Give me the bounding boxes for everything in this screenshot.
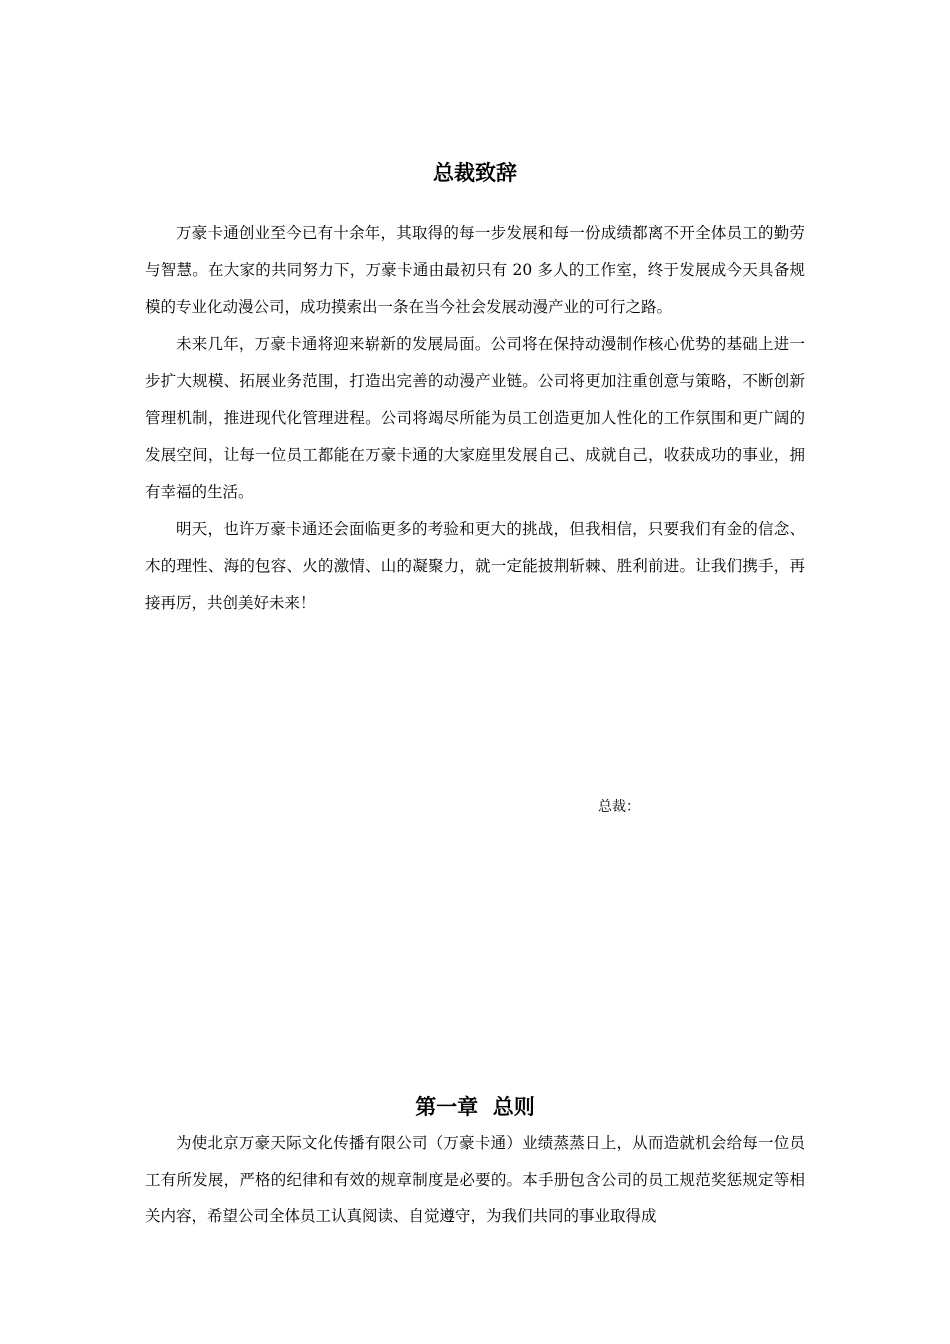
- chapter-body: [145, 1125, 805, 1235]
- signature-label: 总裁：: [598, 799, 640, 815]
- chapter-paragraph-1: 为使北京万豪天际文化传播有限公司（万豪卡通）业绩蒸蒸日上，从而造就机会给每一位员工有所发展，严格的纪律和有效的规章制度是必要的。本手册包含公司的员工规范奖惩规定等相关内容，希望公司全体员工认真阅读、自觉遵守，为我们共同的事业取得成: [145, 1134, 805, 1225]
- letter-body: [145, 215, 805, 622]
- letter-paragraph-3: 明天，也许万豪卡通还会面临更多的考验和更大的挑战，但我相信，只要我们有金的信念、木的理性、海的包容、火的激情、山的凝聚力，就一定能披荆斩棘、胜利前进。让我们携手，再接再厉，共创美好未来！: [145, 520, 805, 612]
- chapter-title: 第一章 总则: [415, 1095, 535, 1119]
- letter-paragraph-2: 未来几年，万豪卡通将迎来崭新的发展局面。公司将在保持动漫制作核心优势的基础上进一步扩大规模、拓展业务范围，打造出完善的动漫产业链。公司将更加注重创意与策略，不断创新管理机制，推进现代化管理进程。公司将竭尽所能为员工创造更加人性化的工作氛围和更广阔的发展空间，让每一位员工都能在万豪卡通的大家庭里发展自己、成就自己，收获成功的事业，拥有幸福的生活。: [145, 335, 805, 501]
- letter-paragraph-1: 万豪卡通创业至今已有十余年，其取得的每一步发展和每一份成绩都离不开全体员工的勤劳与智慧。在大家的共同努力下，万豪卡通由最初只有 20 多人的工作室，终于发展成今天具备规模的专业化动漫公司，成功摸索出一条在当今社会发展动漫产业的可行之路。: [145, 224, 805, 316]
- letter-title: 总裁致辞: [433, 161, 517, 185]
